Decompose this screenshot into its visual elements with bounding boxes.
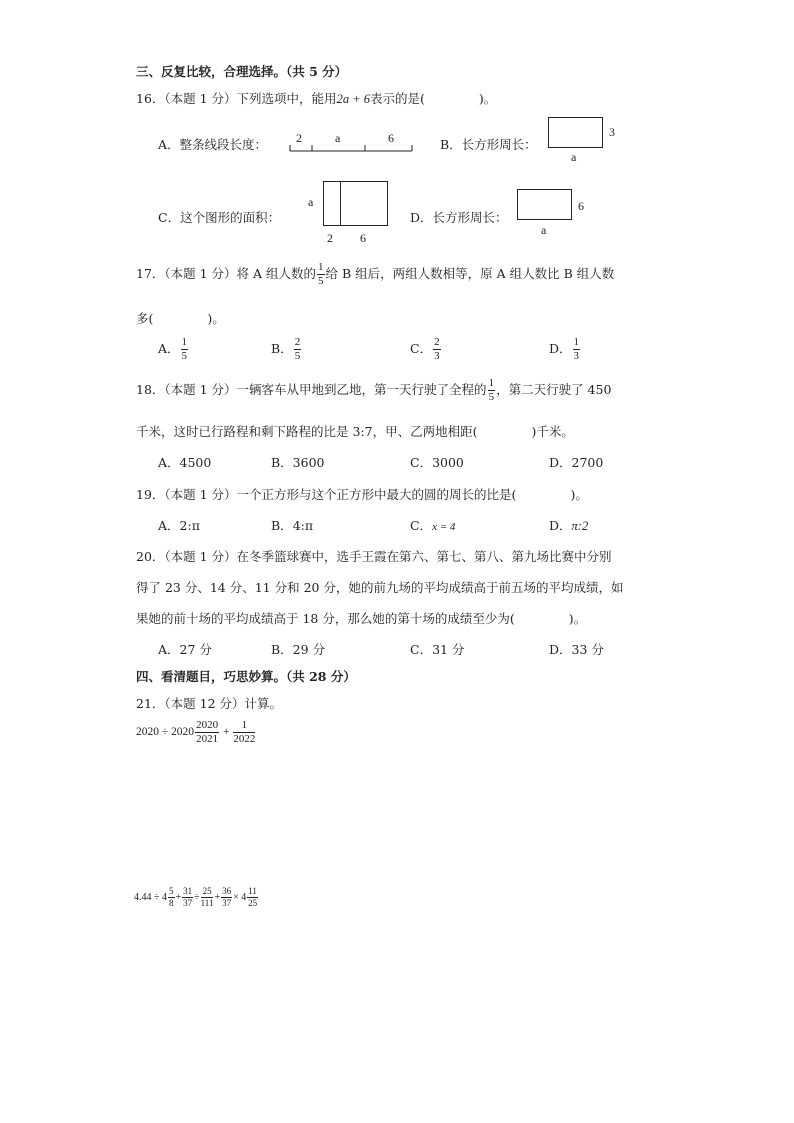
question-17-line-2 [136,309,225,327]
q16-option-c[interactable]: C．这个图形的面积： [158,210,281,225]
question-16 [136,89,496,107]
q20-option-b[interactable]: B．29 分 [271,642,326,657]
q17-line2-a: 多( [136,311,154,326]
q17-option-a[interactable]: A． $\frac{1}{5}$ [158,336,188,362]
section-3-title: 三、反复比较，合理选择。（共 5 分） [136,64,348,79]
q17-text-b: 给 B 组后，两组人数相等，原 A 组人数比 B 组人数 [325,266,615,281]
composite-left-label: a [308,195,314,209]
question-20-line-1: 20．（本题 1 分）在冬季篮球赛中，选手王霞在第六、第七、第八、第九场比赛中分别 [136,549,612,564]
q19-option-d[interactable]: D．π:2 [549,518,589,533]
q18-line2-b: )千米。 [531,424,574,439]
q19-text-b: )。 [570,487,588,502]
q18-text-b: ，第二天行驶了 450 [496,382,612,397]
q18-option-a[interactable]: A．4500 [158,455,212,470]
rect-d-side-label: 6 [578,199,584,213]
q20-option-d[interactable]: D．33 分 [549,642,604,657]
question-21: 21．（本题 12 分）计算。 [136,696,283,711]
rect-d-bottom-label: a [541,223,547,237]
q16-expression: 2a + 6 [336,92,370,106]
q16-suffix-b: )。 [478,91,497,106]
q18-option-b[interactable]: B．3600 [271,455,325,470]
question-17 [136,262,614,287]
q20-line3-a: 果她的前十场的平均成绩高于 18 分，那么她的第十场的成绩至少为( [136,611,515,626]
segment-label-2: a [335,131,341,145]
composite-rectangle-figure [305,178,395,246]
section-4-title: 四、看清题目，巧思妙算。（共 28 分） [136,669,356,684]
q16-suffix-a: 表示的是( [370,91,425,106]
segment-figure [288,128,418,158]
q18-option-c[interactable]: C．3000 [410,455,464,470]
q19-option-c[interactable]: C．x = 4 [410,518,456,533]
q19-text-a: 19．（本题 1 分）一个正方形与这个正方形中最大的圆的周长的比是( [136,487,517,502]
q18-line2-a: 千米，这时已行路程和剩下路程的比是 3:7，甲、乙两地相距( [136,424,478,439]
rect-b-bottom-label: a [571,150,577,164]
question-19 [136,485,588,503]
segment-label-1: 2 [296,131,302,145]
q16-option-a[interactable]: A．整条线段长度： [158,137,268,152]
q16-option-d[interactable]: D．长方形周长： [410,210,508,225]
q17-option-d[interactable]: D． $\frac{1}{3}$ [549,336,580,362]
q16-prefix: 16．（本题 1 分）下列选项中，能用 [136,91,337,106]
rectangle-figure-d [514,186,594,238]
fraction: $\frac{1}{5}$ [488,377,495,403]
q20-line3-b: )。 [568,611,587,626]
q18-text-a: 18．（本题 1 分）一辆客车从甲地到乙地，第一天行驶了全程的 [136,382,487,397]
question-18 [136,378,611,403]
calculation-2: 4.44 ÷ 4 $\frac{5}{8}$ + $\frac{31}{37}$ ÷ $\frac{25}{111}$ + $\frac{36}{37}$ × 4 $\frac{11}{25}$ [134,886,258,908]
rect-b-side-label: 3 [609,125,615,139]
q17-option-b[interactable]: B． $\frac{2}{5}$ [271,336,301,362]
q17-text-a: 17．（本题 1 分）将 A 组人数的 [136,266,317,281]
calculation-1: 2020 ÷ 2020 $\frac{2020}{2021}$ + $\frac{1}{2022}$ [136,719,256,745]
q18-option-d[interactable]: D．2700 [549,455,604,470]
q19-option-b[interactable]: B．4:π [271,518,314,533]
q17-option-c[interactable]: C． $\frac{2}{3}$ [410,336,440,362]
question-18-line-2 [136,422,574,440]
q20-option-c[interactable]: C．31 分 [410,642,465,657]
q16-option-b[interactable]: B．长方形周长： [440,137,537,152]
composite-bottom-label-1: 2 [327,231,333,245]
q20-option-a[interactable]: A．27 分 [158,642,212,657]
question-20-line-2: 得了 23 分、14 分、11 分和 20 分，她的前九场的平均成绩高于前五场的平均成绩，如 [136,580,624,595]
segment-label-3: 6 [388,131,394,145]
question-20-line-3 [136,609,586,627]
q19-option-a[interactable]: A．2:π [158,518,200,533]
composite-bottom-label-2: 6 [360,231,366,245]
q17-line2-b: )。 [207,311,225,326]
fraction: $\frac{1}{5}$ [318,261,324,287]
rectangle-figure-b [545,114,625,166]
